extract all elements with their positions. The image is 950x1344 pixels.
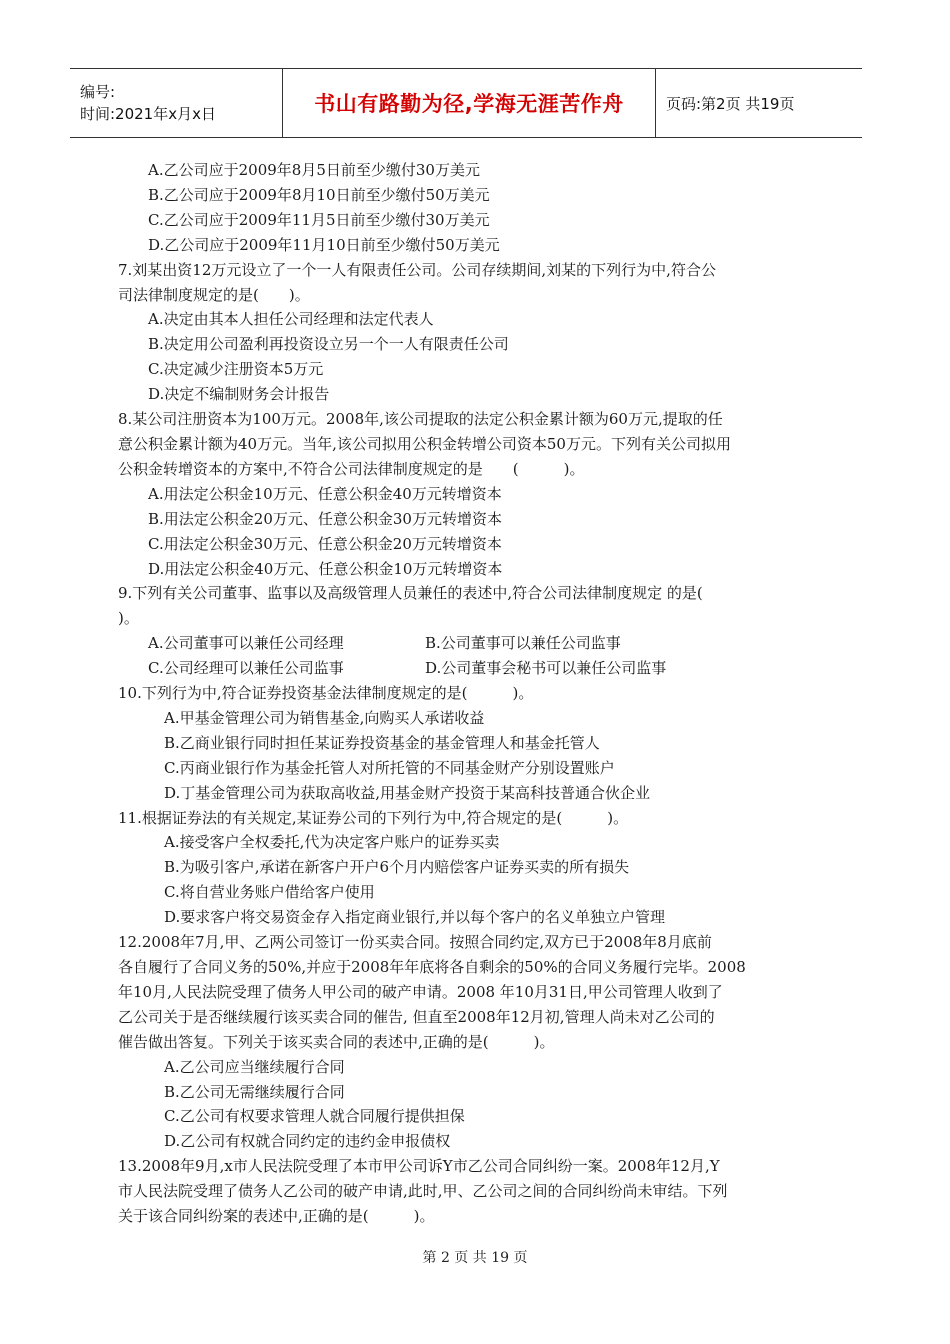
question-7-option-d: D.决定不编制财务会计报告 [148,385,330,404]
question-10-option-a: A.甲基金管理公司为销售基金,向购买人承诺收益 [164,708,485,727]
question-11-stem: 11.根据证券法的有关规定,某证券公司的下列行为中,符合规定的是( )。 [118,808,629,827]
question-8-option-b: B.用法定公积金20万元、任意公积金30万元转增资本 [148,509,502,528]
question-6-option-a: A.乙公司应于2009年8月5日前至少缴付30万美元 [148,161,480,179]
page-footer: 第 2 页 共 19 页 [422,1250,528,1266]
question-11-option-d: D.要求客户将交易资金存入指定商业银行,并以每个客户的名义单独立户管理 [164,908,666,927]
question-8-option-c: C.用法定公积金30万元、任意公积金20万元转增资本 [148,534,502,553]
document-body [118,158,828,1229]
document-number-label: 编号: [80,83,116,101]
question-11-option-c: C.将自营业务账户借给客户使用 [164,883,375,902]
question-7-option-b: B.决定用公司盈利再投资设立另一个一人有限责任公司 [148,335,509,354]
question-13-stem-line-3: 关于该合同纠纷案的表述中,正确的是( )。 [118,1207,435,1226]
question-9-options-row-2 [118,656,828,681]
document-time-label: 时间:2021年x月x日 [80,105,216,123]
question-12-option-b: B.乙公司无需继续履行合同 [164,1082,345,1101]
question-7-option-c: C.决定减少注册资本5万元 [148,360,324,379]
question-8-option-d: D.用法定公积金40万元、任意公积金10万元转增资本 [148,559,503,578]
question-12-stem-line-3: 年10月,人民法院受理了债务人甲公司的破产申请。2008 年10月31日,甲公司管理人收到了 [118,982,723,1001]
question-8-stem-line-3: 公积金转增资本的方案中,不符合公司法律制度规定的是 ( )。 [118,459,585,478]
question-9-stem-line-1: 9.下列有关公司董事、监事以及高级管理人员兼任的表述中,符合公司法律制度规定 的是( [118,584,703,603]
question-12-stem-line-1: 12.2008年7月,甲、乙两公司签订一份买卖合同。按照合同约定,双方已于2008年8月底前 [118,933,712,952]
question-8-option-a: A.用法定公积金10万元、任意公积金40万元转增资本 [148,484,502,503]
question-9-option-d: D.公司董事会秘书可以兼任公司监事 [425,659,667,678]
question-12-stem-line-4: 乙公司关于是否继续履行该买卖合同的催告, 但直至2008年12月初,管理人尚未对乙公司的 [118,1007,715,1026]
header-page-label: 页码:第2页 共19页 [666,94,795,113]
question-7-stem-line-2: 司法律制度规定的是( )。 [118,285,310,304]
question-10-option-b: B.乙商业银行同时担任某证券投资基金的基金管理人和基金托管人 [164,733,600,752]
question-10-option-d: D.丁基金管理公司为获取高收益,用基金财产投资于某高科技普通合伙企业 [164,783,651,802]
question-9-option-b: B.公司董事可以兼任公司监事 [425,634,621,653]
question-7-stem-line-1: 7.刘某出资12万元设立了一个一人有限责任公司。公司存续期间,刘某的下列行为中,符合公 [118,260,716,279]
question-13-stem-line-2: 市人民法院受理了债务人乙公司的破产申请,此时,甲、乙公司之间的合同纠纷尚未审结。下列 [118,1182,728,1201]
question-7-option-a: A.决定由其本人担任公司经理和法定代表人 [148,310,434,329]
question-9-options-row-1 [118,631,828,656]
question-11-option-b: B.为吸引客户,承诺在新客户开户6个月内赔偿客户证券买卖的所有损失 [164,858,630,877]
question-11-option-a: A.接受客户全权委托,代为决定客户账户的证券买卖 [164,833,500,852]
header-motto-cell [282,69,656,137]
question-13-stem-line-1: 13.2008年9月,x市人民法院受理了本市甲公司诉Y市乙公司合同纠纷一案。2008年12月,Y [118,1157,720,1176]
header-motto: 书山有路勤为径,学海无涯苦作舟 [314,92,624,116]
question-12-option-a: A.乙公司应当继续履行合同 [164,1057,345,1076]
question-9-option-a: A.公司董事可以兼任公司经理 [148,634,344,653]
question-12-option-c: C.乙公司有权要求管理人就合同履行提供担保 [164,1107,465,1126]
question-6-option-d: D.乙公司应于2009年11月10日前至少缴付50万美元 [148,235,500,254]
question-8-stem-line-2: 意公积金累计额为40万元。当年,该公司拟用公积金转增公司资本50万元。下列有关公司拟用 [118,434,731,453]
question-12-stem-line-2: 各自履行了合同义务的50%,并应于2008年年底将各自剩余的50%的合同义务履行完毕。2008 [118,958,746,976]
question-10-option-c: C.丙商业银行作为基金托管人对所托管的不同基金财产分别设置账户 [164,758,615,777]
question-8-stem-line-1: 8.某公司注册资本为100万元。2008年,该公司提取的法定公积金累计额为60万元,提取的任 [118,410,723,429]
question-6-option-b: B.乙公司应于2009年8月10日前至少缴付50万美元 [148,185,490,204]
question-9-stem-line-2: )。 [118,609,139,628]
question-12-stem-line-5: 催告做出答复。下列关于该买卖合同的表述中,正确的是( )。 [118,1032,555,1051]
question-12-option-d: D.乙公司有权就合同约定的违约金申报债权 [164,1132,451,1151]
question-6-option-c: C.乙公司应于2009年11月5日前至少缴付30万美元 [148,210,490,229]
question-10-stem: 10.下列行为中,符合证券投资基金法律制度规定的是( )。 [118,684,534,703]
header-meta [70,69,282,137]
header-page-cell [656,69,794,137]
page-header [70,68,862,138]
question-9-option-c: C.公司经理可以兼任公司监事 [148,659,344,678]
